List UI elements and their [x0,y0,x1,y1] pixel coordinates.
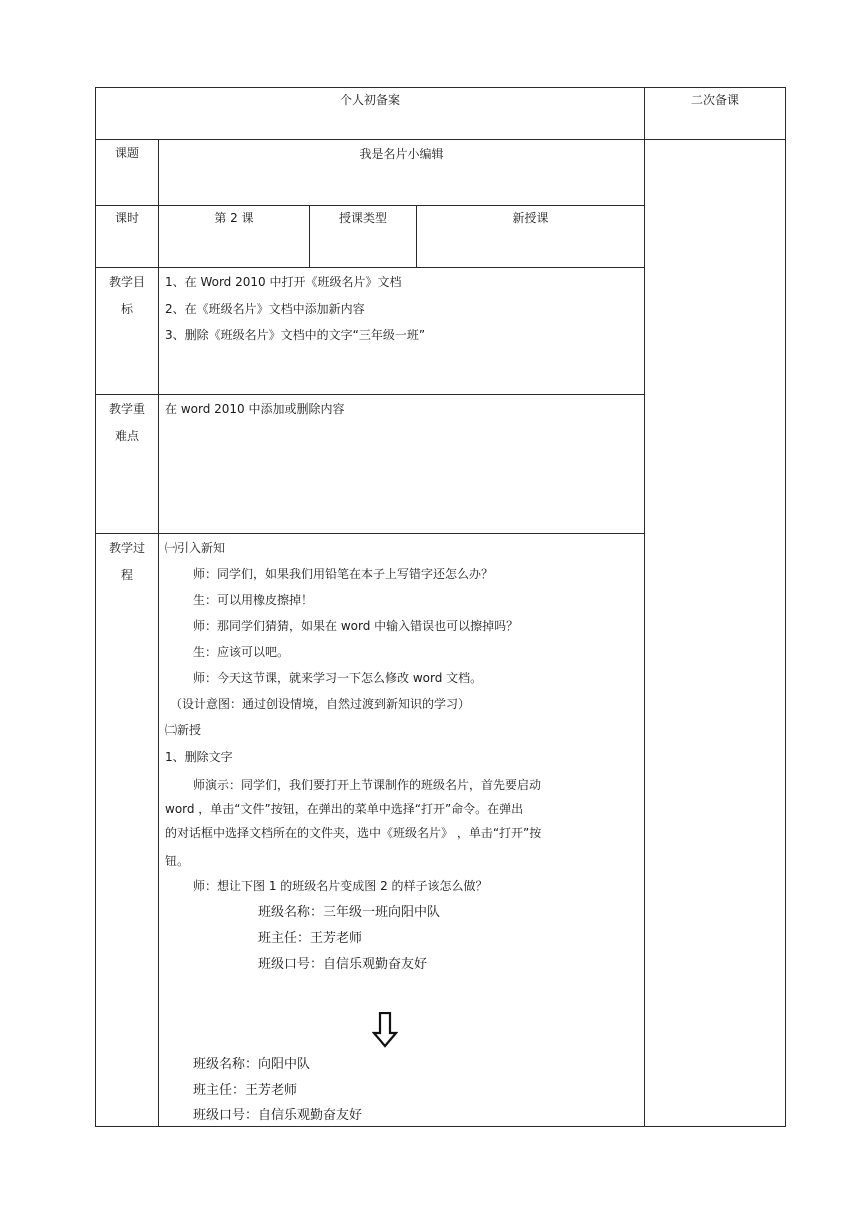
lesson-type-label: 授课类型 [338,211,387,225]
table-left-border [95,87,96,1126]
goals-label-line1: 教学目 [108,275,145,289]
keypoints-bottom-border [95,533,645,534]
figure1-line: 班级名称：三年级一班向阳中队 [258,905,441,920]
down-arrow-icon [372,1012,398,1048]
process-label-line2: 程 [120,568,133,582]
second-plan-header: 二次备课 [690,93,739,107]
lesson-type-value: 新授课 [512,211,549,225]
figure2-line: 班级名称：向阳中队 [193,1057,311,1072]
keypoints-label-line1: 教学重 [108,402,145,416]
process-line: 师：今天这节课，就来学习一下怎么修改 word 文档。 [193,671,483,685]
process-line: word ，单击“文件”按钮，在弹出的菜单中选择“打开”命令。在弹出 [165,802,524,816]
lesson-bottom-border [95,267,645,268]
topic-bottom-border [95,205,645,206]
second-plan-column-border [644,87,645,1126]
process-line: （设计意图：通过创设情境，自然过渡到新知识的学习） [170,697,471,711]
process-line: 师：想让下图 1 的班级名片变成图 2 的样子该怎么做？ [193,879,488,893]
process-line: 生：可以用橡皮擦掉！ [193,593,314,607]
topic-value: 我是名片小编辑 [359,147,444,161]
process-line: ㈠引入新知 [165,541,226,555]
table-top-border [95,87,786,88]
lesson-value: 第 2 课 [214,211,254,225]
process-label-line1: 教学过 [108,541,145,555]
table-bottom-border [95,1126,786,1127]
process-line: 师：那同学们猜猜，如果在 word 中输入错误也可以擦掉吗？ [193,619,519,633]
figure2-line: 班级口号：自信乐观勤奋友好 [193,1108,363,1123]
label-column-border [158,139,159,1126]
lesson-label: 课时 [114,211,139,225]
process-line: 师演示：同学们，我们要打开上节课制作的班级名片，首先要启动 [193,778,542,792]
goal-item: 2、在《班级名片》文档中添加新内容 [165,302,365,316]
personal-plan-header: 个人初备案 [339,93,400,107]
goals-bottom-border [95,394,645,395]
process-line: 的对话框中选择文档所在的文件夹，选中《班级名片》 ，单击“打开”按 [165,826,542,840]
figure1-line: 班主任：王芳老师 [258,931,363,946]
header-bottom-border [95,139,786,140]
topic-label: 课题 [114,146,139,160]
keypoints-text: 在 word 2010 中添加或删除内容 [165,402,345,416]
goals-label-line2: 标 [120,302,133,316]
keypoints-label-line2: 难点 [114,429,139,443]
process-line: 师：同学们，如果我们用铅笔在本子上写错字还怎么办？ [193,567,494,581]
goal-item: 1、在 Word 2010 中打开《班级名片》文档 [165,275,402,289]
figure1-line: 班级口号：自信乐观勤奋友好 [258,957,428,972]
figure2-line: 班主任：王芳老师 [193,1083,298,1098]
process-line: 1、删除文字 [165,750,233,764]
table-right-border [785,87,786,1126]
goal-item: 3、删除《班级名片》文档中的文字“三年级一班” [165,328,426,342]
process-line: ㈡新授 [165,723,202,737]
process-line: 生：应该可以吧。 [193,645,290,659]
process-line: 钮。 [165,854,190,868]
